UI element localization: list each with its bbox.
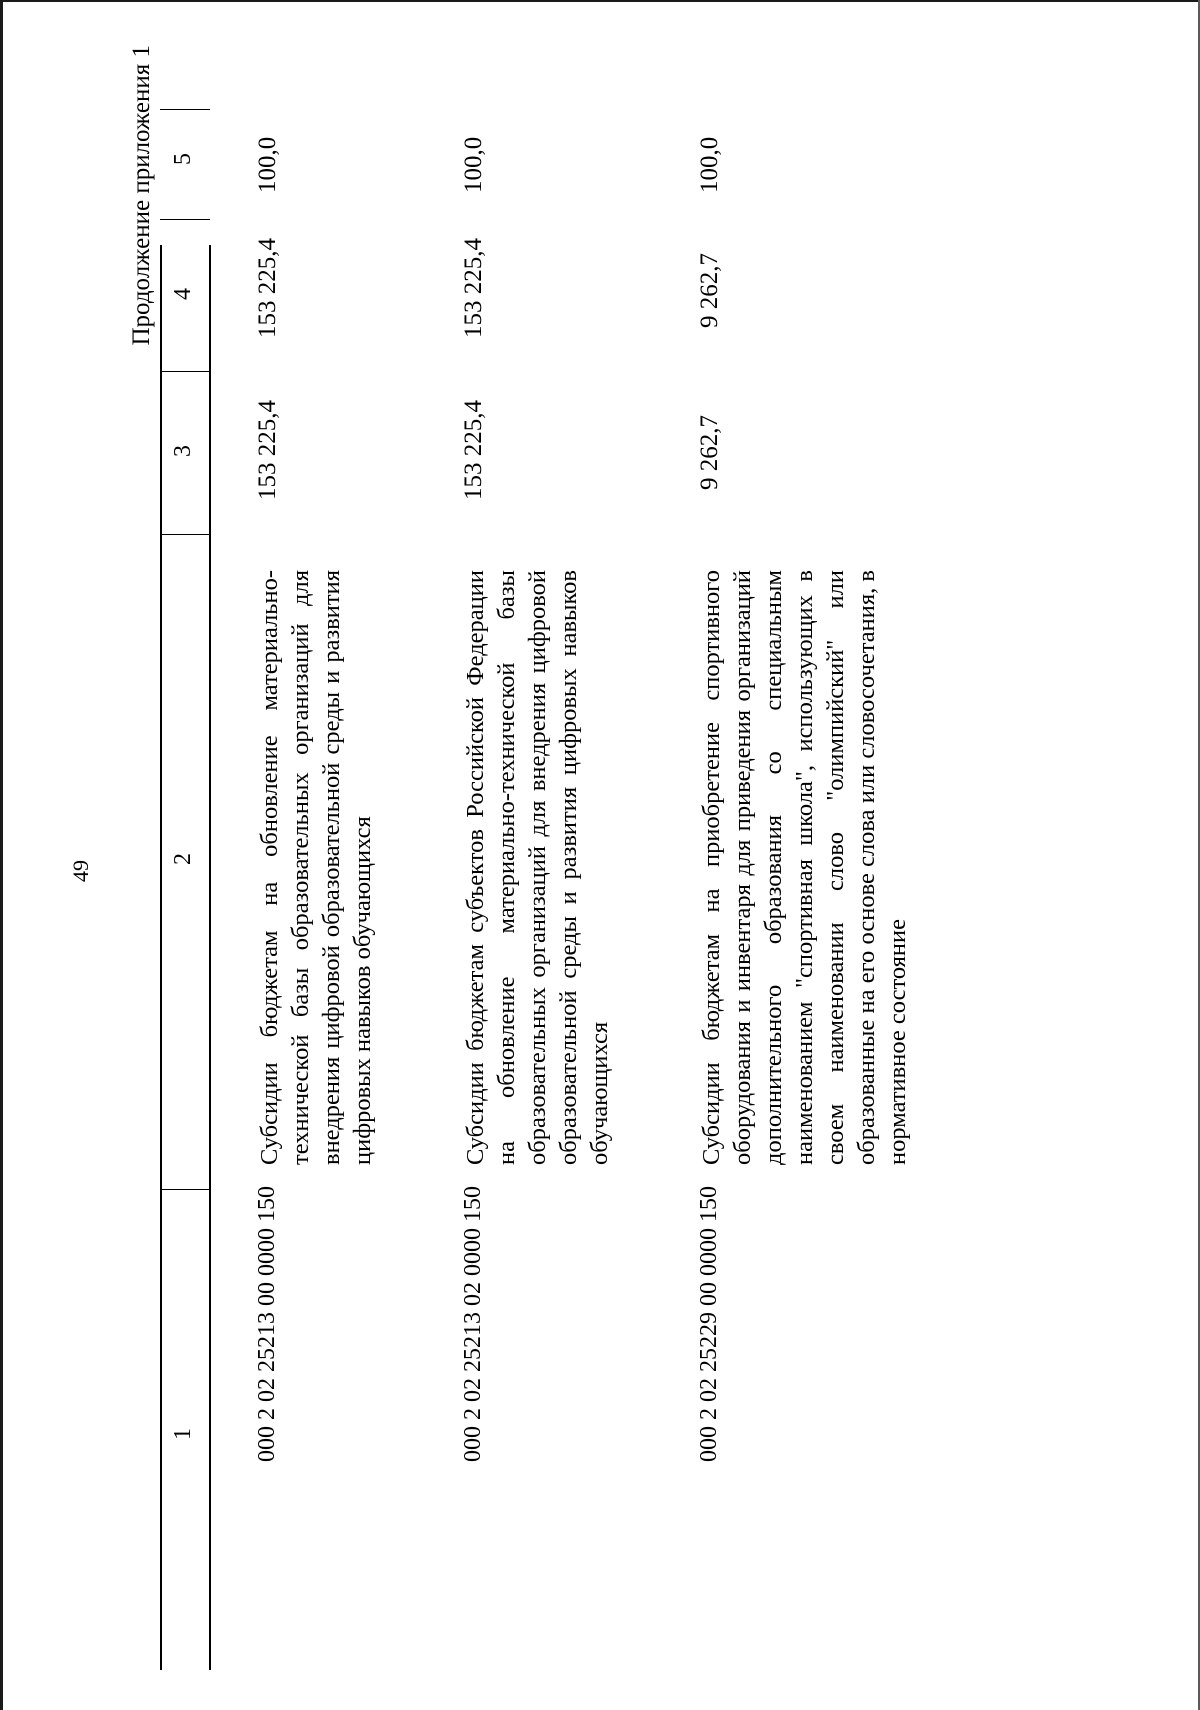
row-code: 000 2 02 25229 00 0000 150 [696, 1186, 722, 1462]
row-code: 000 2 02 25213 00 0000 150 [254, 1186, 280, 1462]
row-col4-value: 153 225,4 [460, 238, 487, 338]
continuation-label: Продолжение приложения 1 [128, 45, 155, 346]
table-col-divider-5 [160, 109, 210, 110]
row-description: Субсидии бюджетам на обновление материально-технической базы образовательных организаций для внедрения цифровой образовательной среды и развития цифровых навыков обучающихся [256, 570, 376, 1165]
table-header-top-border [160, 245, 162, 1670]
row-description: Субсидии бюджетам на приобретение спортивного оборудования и инвентаря для приведения организаций дополнительного образования со специальным наименованием "спортивная школа", использующих в своем наименовании слово "олимпийский" или образованные на его основе слова или словосочетания, в нормативное состояние [698, 570, 911, 1165]
column-number-4: 4 [170, 288, 196, 300]
table-col-divider-4 [160, 219, 210, 220]
row-col3-value: 153 225,4 [254, 400, 281, 500]
table-col-divider-3 [160, 371, 210, 372]
page-number: 49 [68, 860, 93, 882]
table-header-bottom-border [209, 245, 211, 1670]
table-col-divider-2 [160, 534, 210, 535]
row-col5-value: 100,0 [696, 136, 723, 193]
row-col5-value: 100,0 [254, 136, 281, 193]
row-col3-value: 9 262,7 [696, 415, 723, 490]
row-col4-value: 153 225,4 [254, 238, 281, 338]
column-number-1: 1 [170, 1428, 196, 1440]
column-number-5: 5 [170, 153, 196, 165]
column-number-2: 2 [170, 853, 196, 865]
row-code: 000 2 02 25213 02 0000 150 [460, 1186, 486, 1462]
table-col-divider-1 [160, 1189, 210, 1190]
column-number-3: 3 [170, 445, 196, 457]
row-col4-value: 9 262,7 [696, 253, 723, 328]
row-col3-value: 153 225,4 [460, 400, 487, 500]
row-col5-value: 100,0 [460, 136, 487, 193]
row-description: Субсидии бюджетам субъектов Российской Федерации на обновление материально-технической базы образовательных организаций для внедрения цифровой образовательной среды и развития цифровых навыков обучающихся [462, 570, 613, 1165]
